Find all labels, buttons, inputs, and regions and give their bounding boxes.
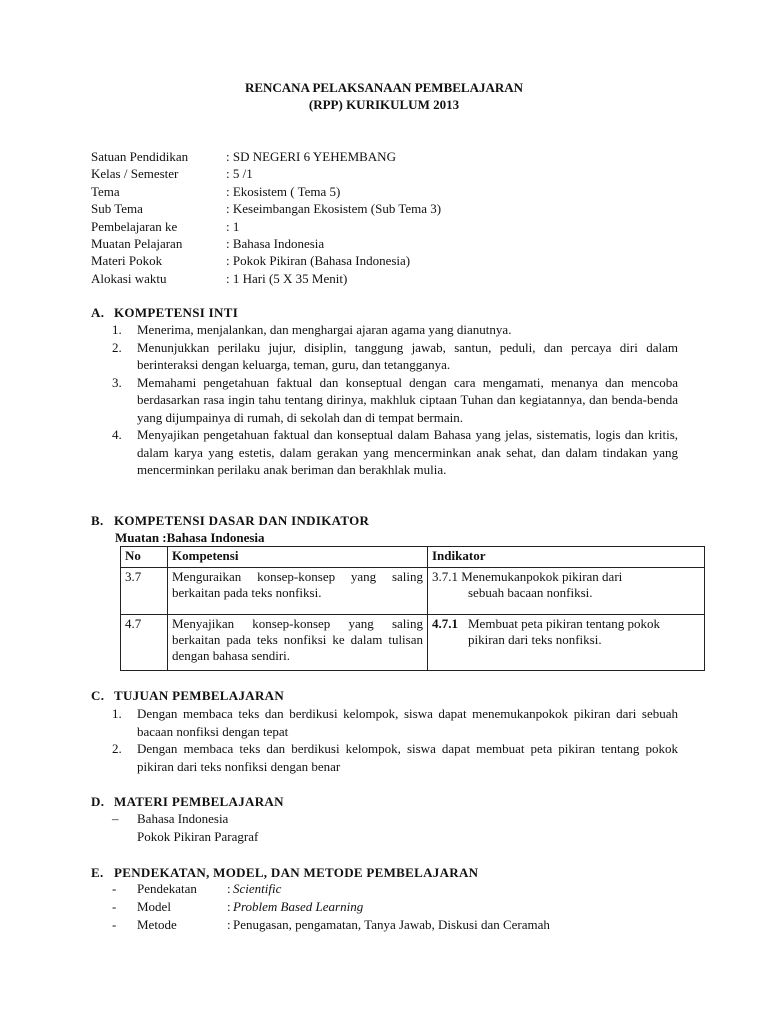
list-item bbox=[112, 740, 678, 775]
item-number: 2. bbox=[112, 339, 122, 355]
cell-kompetensi: Menyajikan konsep-konsep yang saling berkaitan pada teks nonfiksi ke dalam tulisan dengan bahasa sendiri. bbox=[168, 615, 428, 671]
section-letter: C. bbox=[91, 688, 105, 703]
section-letter: E. bbox=[91, 865, 104, 880]
kompetensi-inti-list bbox=[112, 321, 678, 479]
section-a-heading bbox=[91, 304, 238, 322]
materi-row bbox=[112, 810, 258, 828]
indikator-code: 4.7.1 bbox=[432, 616, 458, 631]
cell-no: 3.7 bbox=[121, 568, 168, 615]
materi-block bbox=[112, 810, 258, 845]
model-row: - Model : Problem Based Learning bbox=[112, 899, 364, 914]
table-row bbox=[121, 615, 705, 671]
pendekatan-value: Scientific bbox=[233, 881, 282, 896]
header-indikator: Indikator bbox=[428, 547, 705, 568]
list-item bbox=[112, 321, 678, 339]
dash-bullet: - bbox=[112, 881, 117, 896]
metode-label: Metode bbox=[137, 917, 177, 932]
identity-row bbox=[91, 218, 441, 235]
model-value: Problem Based Learning bbox=[233, 899, 364, 914]
indikator-code: 3.7.1 bbox=[432, 569, 458, 584]
identity-value: : Keseimbangan Ekosistem (Sub Tema 3) bbox=[226, 201, 442, 217]
metode-row: - Metode : Penugasan, pengamatan, Tanya Jawab, Diskusi dan Ceramah bbox=[112, 917, 550, 932]
metode-value: Penugasan, pengamatan, Tanya Jawab, Diskusi dan Ceramah bbox=[233, 917, 550, 932]
identity-value: : 5 /1 bbox=[226, 166, 253, 182]
cell-indikator bbox=[428, 568, 705, 615]
list-item bbox=[112, 705, 678, 740]
materi-row bbox=[112, 828, 258, 846]
materi-topic: Pokok Pikiran Paragraf bbox=[137, 828, 259, 844]
section-title: KOMPETENSI DASAR DAN INDIKATOR bbox=[114, 513, 370, 528]
item-number: 2. bbox=[112, 741, 122, 756]
item-text: Dengan membaca teks dan berdikusi kelompok, siswa dapat menemukanpokok pikiran dari sebuah bacaan nonfiksi dengan tepat bbox=[137, 706, 678, 739]
list-item bbox=[112, 339, 678, 374]
model-label: Model bbox=[137, 899, 171, 914]
item-text: Menerima, menjalankan, dan menghargai ajaran agama yang dianutnya. bbox=[137, 322, 512, 337]
muatan-label: Muatan :Bahasa Indonesia bbox=[115, 530, 265, 545]
section-title: PENDEKATAN, MODEL, DAN METODE PEMBELAJARAN bbox=[114, 865, 479, 880]
indikator-line bbox=[432, 616, 700, 632]
cell-indikator bbox=[428, 615, 705, 671]
identity-row bbox=[91, 270, 441, 287]
item-number: 1. bbox=[112, 706, 122, 721]
identity-value: : Pokok Pikiran (Bahasa Indonesia) bbox=[226, 253, 411, 269]
dash-bullet: - bbox=[112, 917, 117, 932]
header-no: No bbox=[121, 547, 168, 568]
table-row bbox=[121, 568, 705, 615]
section-title: TUJUAN PEMBELAJARAN bbox=[114, 688, 285, 703]
cell-kompetensi: Menguraikan konsep-konsep yang saling berkaitan pada teks nonfiksi. bbox=[168, 568, 428, 615]
identity-row bbox=[91, 200, 441, 217]
identity-label: Satuan Pendidikan bbox=[91, 149, 189, 164]
section-b-heading bbox=[91, 512, 369, 530]
pendekatan-label: Pendekatan bbox=[137, 881, 197, 896]
identity-value: : Bahasa Indonesia bbox=[226, 235, 325, 251]
section-d-heading bbox=[91, 793, 284, 811]
section-title: KOMPETENSI INTI bbox=[114, 305, 239, 320]
identity-label: Muatan Pelajaran bbox=[91, 235, 183, 251]
indikator-text-continued: pikiran dari teks nonfiksi. bbox=[468, 632, 602, 647]
item-number: 4. bbox=[112, 427, 122, 442]
item-number: 1. bbox=[112, 322, 122, 337]
header-kompetensi: Kompetensi bbox=[168, 547, 428, 568]
indikator-text-continued: sebuah bacaan nonfiksi. bbox=[468, 585, 593, 600]
identity-value: : 1 bbox=[226, 218, 240, 234]
section-c-heading bbox=[91, 687, 284, 705]
pendekatan-block bbox=[112, 880, 550, 934]
identity-value: : SD NEGERI 6 YEHEMBANG bbox=[226, 149, 396, 164]
identity-row bbox=[91, 235, 441, 252]
identity-row bbox=[91, 183, 441, 200]
dash-bullet: – bbox=[112, 811, 119, 826]
item-text: Memahami pengetahuan faktual dan konseptual dengan cara mengamati, menanya dan mencoba berdasarkan rasa ingin tahu tentang dirinya, makhluk ciptaan Tuhan dan kegiatannya, dan benda-benda yang dijumpainya di rumah, di sekolah dan di tempat bermain. bbox=[137, 374, 678, 425]
identity-block bbox=[91, 148, 441, 287]
section-letter: B. bbox=[91, 513, 104, 528]
materi-subject: Bahasa Indonesia bbox=[137, 811, 229, 826]
identity-label: Pembelajaran ke bbox=[91, 218, 178, 234]
identity-label: Materi Pokok bbox=[91, 253, 163, 269]
table-header-row bbox=[121, 547, 705, 568]
dash-bullet: - bbox=[112, 899, 117, 914]
section-title: MATERI PEMBELAJARAN bbox=[114, 794, 284, 809]
section-e-heading bbox=[91, 864, 478, 882]
indikator-text: Menemukanpokok pikiran dari bbox=[461, 569, 623, 584]
identity-label: Sub Tema bbox=[91, 201, 143, 217]
identity-value: : 1 Hari (5 X 35 Menit) bbox=[226, 270, 348, 286]
indikator-text: Membuat peta pikiran tentang pokok bbox=[468, 616, 661, 631]
section-letter: A. bbox=[91, 305, 105, 320]
list-item bbox=[112, 426, 678, 479]
identity-row bbox=[91, 148, 441, 165]
document-title-line-2: (RPP) KURIKULUM 2013 bbox=[308, 97, 460, 112]
document-title-line-1: RENCANA PELAKSANAAN PEMBELAJARAN bbox=[244, 80, 524, 95]
identity-label: Tema bbox=[91, 183, 120, 199]
item-text: Menunjukkan perilaku jujur, disiplin, tanggung jawab, santun, peduli, dan percaya diri dalam berinteraksi dengan keluarga, teman, guru, dan tetangganya. bbox=[137, 339, 678, 372]
pendekatan-row: - Pendekatan : Scientific bbox=[112, 881, 282, 896]
list-item bbox=[112, 374, 678, 427]
item-number: 3. bbox=[112, 374, 122, 390]
item-text: Dengan membaca teks dan berdikusi kelompok, siswa dapat membuat peta pikiran tentang pokok pikiran dari teks nonfiksi dengan benar bbox=[137, 741, 678, 774]
identity-row bbox=[91, 165, 441, 182]
identity-label: Kelas / Semester bbox=[91, 166, 179, 182]
cell-no: 4.7 bbox=[121, 615, 168, 671]
tujuan-list bbox=[112, 705, 678, 775]
indikator-line bbox=[432, 569, 700, 585]
kompetensi-dasar-table bbox=[120, 546, 705, 671]
item-text: Menyajikan pengetahuan faktual dan konseptual dalam Bahasa yang jelas, sistematis, logis dan kritis, dalam karya yang estetis, dalam gerakan yang mencerminkan anak sehat, dan dalam tindakan yang mencerminkan perilaku anak beriman dan berakhlak mulia. bbox=[137, 427, 678, 477]
identity-row bbox=[91, 252, 441, 269]
identity-value: : Ekosistem ( Tema 5) bbox=[226, 183, 341, 199]
section-letter: D. bbox=[91, 794, 105, 809]
identity-label: Alokasi waktu bbox=[91, 270, 167, 286]
